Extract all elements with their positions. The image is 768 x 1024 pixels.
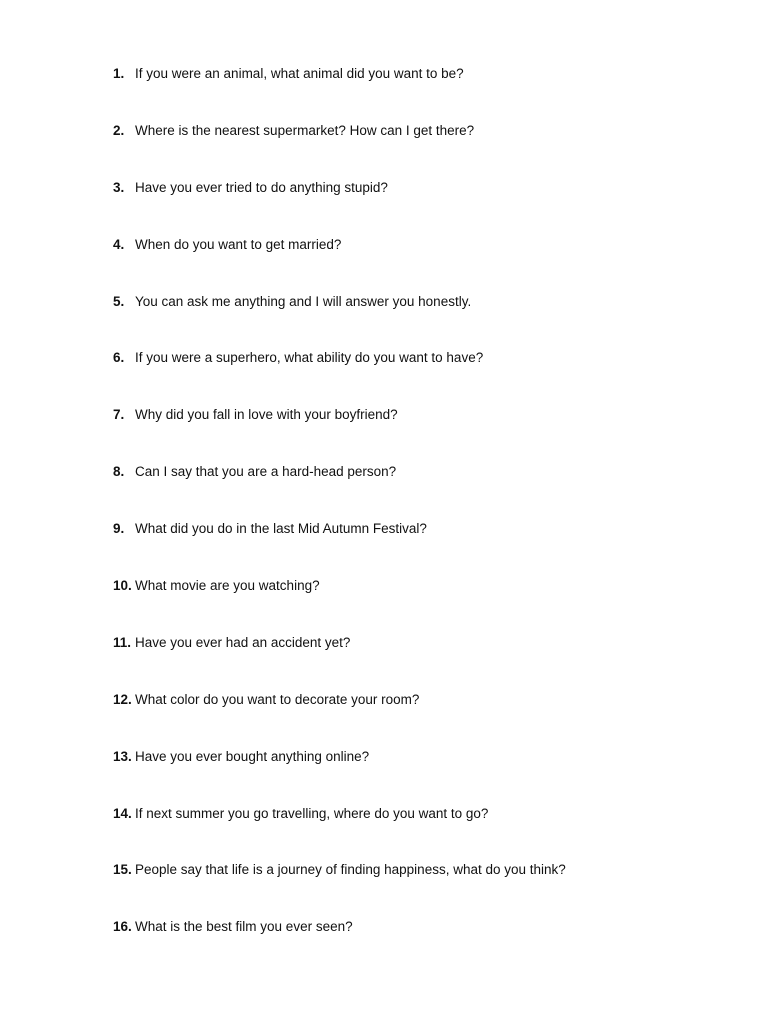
list-item [113,918,566,975]
question-text: What is the best film you ever seen? [135,919,353,935]
question-text: People say that life is a journey of finding happiness, what do you think? [135,862,566,878]
question-text: Where is the nearest supermarket? How can I get there? [135,122,475,138]
list-item [113,349,566,406]
list-item [113,634,566,691]
question-text: If you were a superhero, what ability do you want to have? [135,350,484,366]
list-item [113,463,566,520]
question-text: What did you do in the last Mid Autumn Festival? [135,521,427,537]
list-item [113,65,566,122]
list-item [113,406,566,463]
question-text: If next summer you go travelling, where do you want to go? [135,805,489,821]
question-number: 15. [113,862,132,878]
list-item [113,520,566,577]
list-item [113,691,566,748]
question-list [113,65,566,975]
question-text: Have you ever had an accident yet? [135,634,351,650]
question-number: 9. [113,521,125,537]
question-number: 10. [113,578,132,594]
list-item [113,293,566,350]
question-text: Have you ever tried to do anything stupid? [135,179,388,195]
question-number: 14. [113,805,132,821]
question-number: 7. [113,407,125,423]
question-text: If you were an animal, what animal did you want to be? [135,66,464,81]
question-number: 4. [113,236,125,252]
question-text: What movie are you watching? [135,578,320,594]
question-number: 13. [113,748,132,764]
list-item [113,577,566,634]
list-item [113,122,566,179]
question-number: 5. [113,293,125,309]
question-number: 3. [113,179,125,195]
question-text: Have you ever bought anything online? [135,748,370,764]
list-item [113,861,566,918]
question-number: 12. [113,691,132,707]
question-number: 16. [113,919,132,935]
question-text: When do you want to get married? [135,236,342,252]
question-text: Why did you fall in love with your boyfriend? [135,407,398,423]
question-text: What color do you want to decorate your room? [135,691,420,707]
list-item [113,179,566,236]
question-text: You can ask me anything and I will answer you honestly. [135,293,472,309]
list-item [113,805,566,862]
question-number: 6. [113,350,125,366]
question-text: Can I say that you are a hard-head person? [135,464,397,480]
question-number: 11. [113,634,132,650]
question-number: 8. [113,464,125,480]
list-item [113,748,566,805]
question-number: 2. [113,122,125,138]
list-item [113,236,566,293]
question-number: 1. [113,66,125,81]
